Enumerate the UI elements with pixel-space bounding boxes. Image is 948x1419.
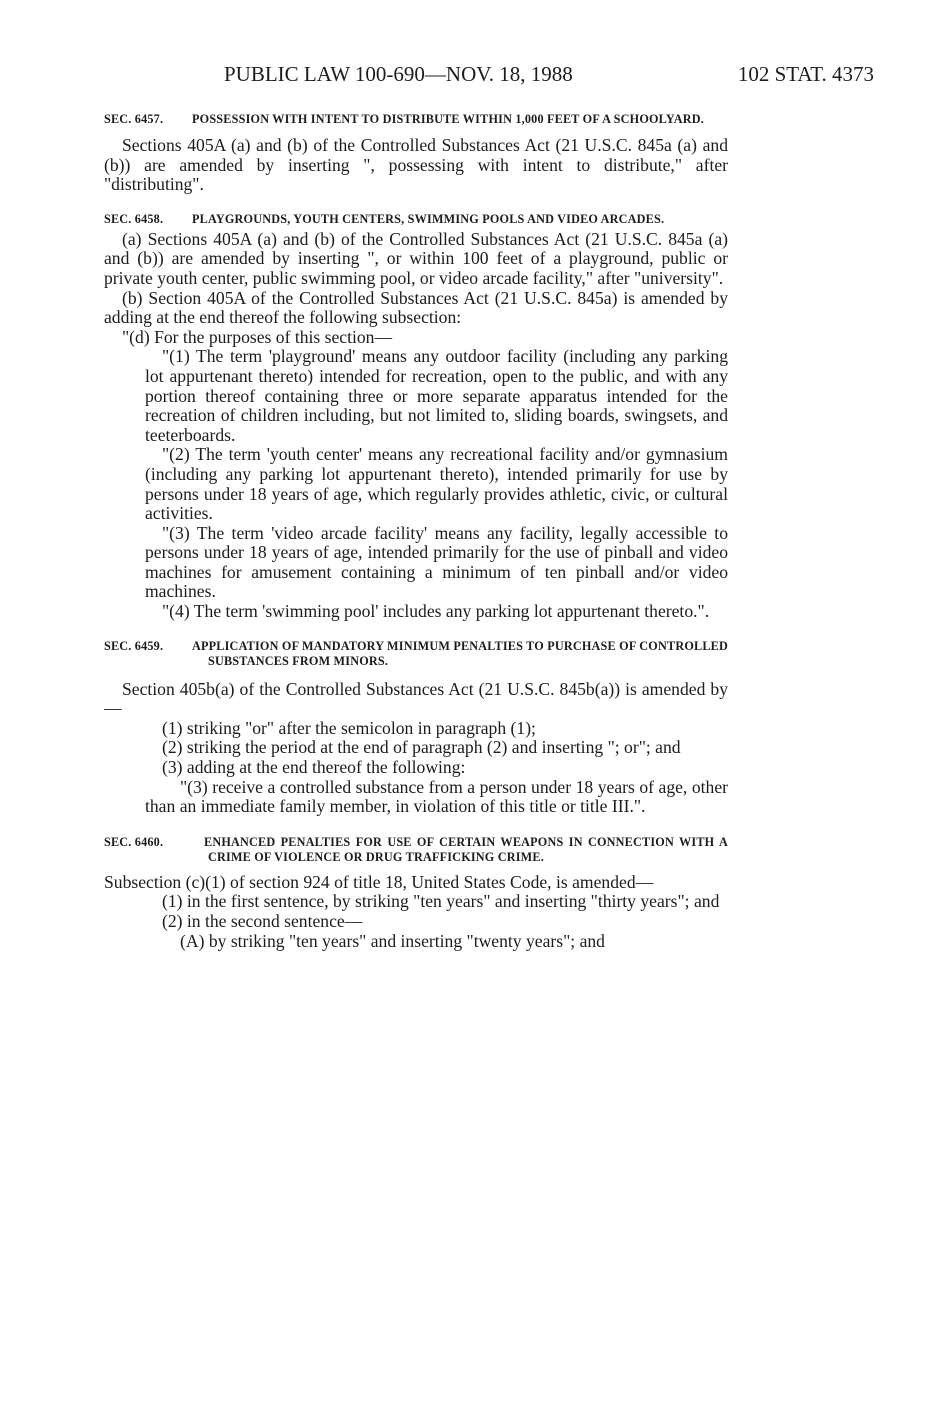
paragraph: (1) in the first sentence, by striking "ten years" and inserting "thirty years"; and	[162, 891, 720, 912]
paragraph: (1) striking "or" after the semicolon in paragraph (1);	[162, 717, 536, 738]
section-title: ENHANCED PENALTIES FOR USE OF CERTAIN WEAPONS IN CONNECTION WITH A CRIME OF VIOLENCE OR DRUG TRAFFICKING CRIME.	[204, 834, 728, 864]
paragraph: (a) Sections 405A (a) and (b) of the Controlled Substances Act (21 U.S.C. 845a (a) and (b)) are amended by inserting ", or within 100 feet of a playground, public or private youth center, public swimming pool, or video arcade facility," after "university".	[104, 228, 728, 288]
section-heading	[104, 639, 728, 669]
paragraph: (b) Section 405A of the Controlled Substances Act (21 U.S.C. 845a) is amended by adding at the end thereof the following subsection:	[104, 287, 728, 328]
section-number: SEC. 6460.	[104, 834, 164, 849]
section-title: POSSESSION WITH INTENT TO DISTRIBUTE WITHIN 1,000 FEET OF A SCHOOLYARD.	[192, 112, 705, 126]
document-body	[104, 112, 728, 951]
paragraph: "(d) For the purposes of this section—	[122, 326, 393, 347]
section-number: SEC. 6459.	[104, 638, 164, 653]
header-title: PUBLIC LAW 100-690—NOV. 18, 1988	[224, 62, 573, 86]
paragraph: "(4) The term 'swimming pool' includes any parking lot appurtenant thereto.".	[162, 601, 710, 622]
statute-page-number: 102 STAT. 4373	[737, 62, 874, 86]
paragraph: (2) striking the period at the end of paragraph (2) and inserting "; or"; and	[162, 737, 681, 758]
paragraph: (2) in the second sentence—	[162, 911, 363, 931]
section-number: SEC. 6458.	[104, 211, 164, 226]
section-title: APPLICATION OF MANDATORY MINIMUM PENALTIES TO PURCHASE OF CONTROLLED SUBSTANCES FROM MINORS.	[192, 638, 728, 668]
paragraph: Section 405b(a) of the Controlled Substances Act (21 U.S.C. 845b(a)) is amended by—	[104, 678, 728, 719]
paragraph: "(1) The term 'playground' means any outdoor facility (including any parking lot appurtenant thereto) intended for recreation, open to the public, and with any portion thereof containing three or more separate apparatus intended for the recreation of children including, but not limited to, sliding boards, swingsets, and teeterboards.	[145, 346, 728, 445]
paragraph: (3) adding at the end thereof the following:	[162, 757, 466, 778]
section-heading	[104, 112, 728, 127]
paragraph: Sections 405A (a) and (b) of the Controlled Substances Act (21 U.S.C. 845a (a) and (b)) are amended by inserting ", possessing with intent to distribute," after "distributing".	[104, 135, 728, 195]
section-number: SEC. 6457.	[104, 112, 164, 126]
paragraph	[104, 778, 728, 817]
paragraph: (A) by striking "ten years" and inserting "twenty years"; and	[180, 930, 605, 951]
paragraph: "(2) The term 'youth center' means any recreational facility and/or gymnasium (including any parking lot appurtenant thereto), intended primarily for use by persons under 18 years of age, which regularly provides athletic, civic, or cultural activities.	[145, 444, 728, 524]
section-heading	[104, 212, 728, 227]
section-title: PLAYGROUNDS, YOUTH CENTERS, SWIMMING POOLS AND VIDEO ARCADES.	[192, 211, 665, 226]
running-header	[104, 62, 874, 92]
paragraph: "(3) The term 'video arcade facility' means any facility, legally accessible to persons under 18 years of age, intended primarily for the use of pinball and video machines for amusement containing a minimum of ten pinball and/or video machines.	[145, 522, 728, 602]
quoted-paragraph: "(3) receive a controlled substance from a person under 18 years of age, other than an immediate family member, in violation of this title or title III.".	[145, 776, 728, 817]
section-heading	[104, 835, 728, 865]
paragraph: Subsection (c)(1) of section 924 of title 18, United States Code, is amended—	[104, 871, 654, 892]
